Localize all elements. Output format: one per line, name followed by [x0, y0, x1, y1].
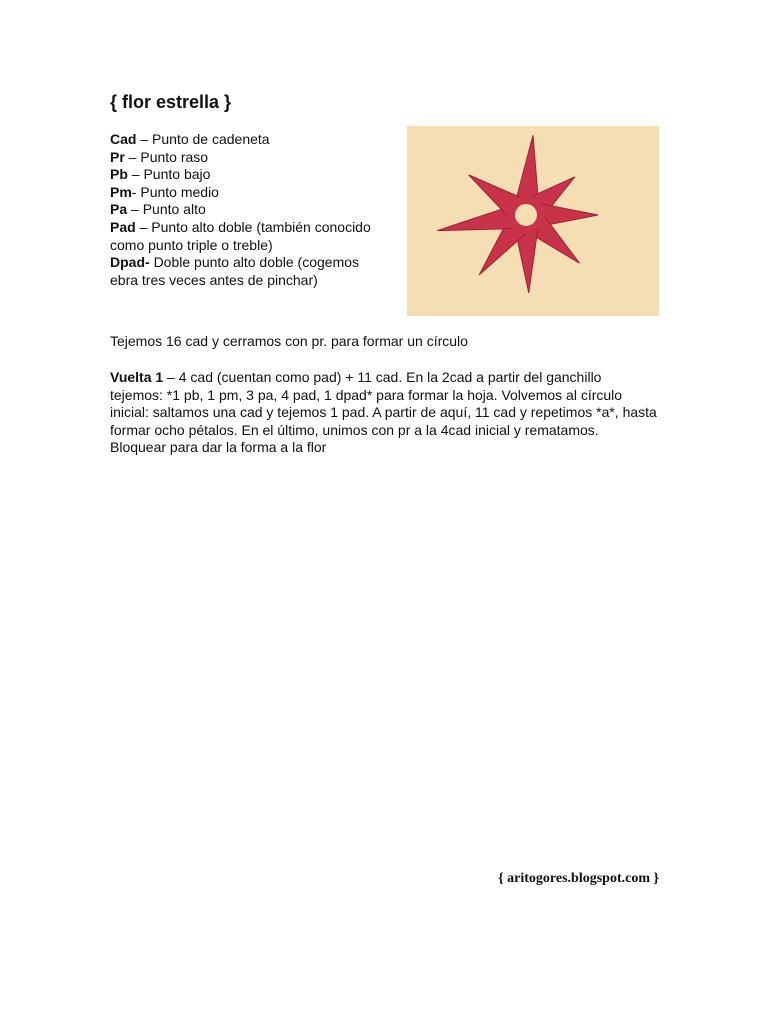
legend-description: Punto medio [140, 183, 219, 200]
document-title: { flor estrella } [110, 92, 232, 112]
legend-separator: – [127, 166, 144, 183]
star-flower-illustration [407, 126, 659, 316]
flower-center-hole [518, 207, 534, 223]
legend-description: Punto raso [140, 148, 209, 165]
stitch-legend [110, 131, 380, 289]
legend-separator: – [136, 131, 153, 147]
legend-separator: - [131, 183, 141, 200]
round-label: Vuelta 1 [110, 369, 164, 385]
legend-abbreviation: Pad [110, 218, 136, 235]
legend-item [110, 149, 380, 167]
legend-separator: – [127, 201, 143, 218]
blog-credit: { aritogores.blogspot.com } [498, 871, 659, 886]
legend-abbreviation: Pr [110, 148, 125, 165]
crochet-flower-photo [407, 126, 659, 316]
legend-item [110, 254, 380, 289]
round-instructions: – 4 cad (cuentan como pad) + 11 cad. En la 2cad a partir del ganchillo tejemos: *1 pb, 1 pm, 3 pa, 4 pad, 1 dpad* para formar la hoja. Volvemos al círculo inicial: saltamos una cad y tejemos 1 pad. A partir de aquí, 11 cad y repetimos *a*, hasta formar ocho pétalos. En el último, unimos con pr a la 4cad inicial y rematamos. Bloquear para dar la forma a la flor [110, 369, 657, 456]
legend-abbreviation: Pa [110, 201, 128, 218]
legend-abbreviation: Dpad- [110, 254, 150, 271]
intro-paragraph: Tejemos 16 cad y cerramos con pr. para formar un círculo [110, 333, 468, 349]
legend-description: Punto de cadeneta [152, 131, 270, 147]
legend-item [110, 219, 380, 254]
legend-separator: – [124, 148, 141, 165]
legend-abbreviation: Cad [110, 131, 137, 147]
legend-abbreviation: Pb [110, 166, 128, 183]
legend-item [110, 184, 380, 202]
legend-description: Doble punto alto doble (cogemos ebra tres veces antes de pinchar) [110, 254, 360, 288]
legend-item [110, 131, 380, 149]
round-1-paragraph [110, 369, 658, 457]
legend-abbreviation: Pm [110, 183, 132, 200]
legend-description: Punto alto doble (también conocido como punto triple o treble) [110, 218, 371, 253]
legend-separator: – [135, 218, 152, 235]
legend-description: Punto alto [142, 201, 206, 218]
legend-item [110, 166, 380, 184]
legend-item [110, 201, 380, 219]
legend-description: Punto bajo [143, 166, 211, 183]
